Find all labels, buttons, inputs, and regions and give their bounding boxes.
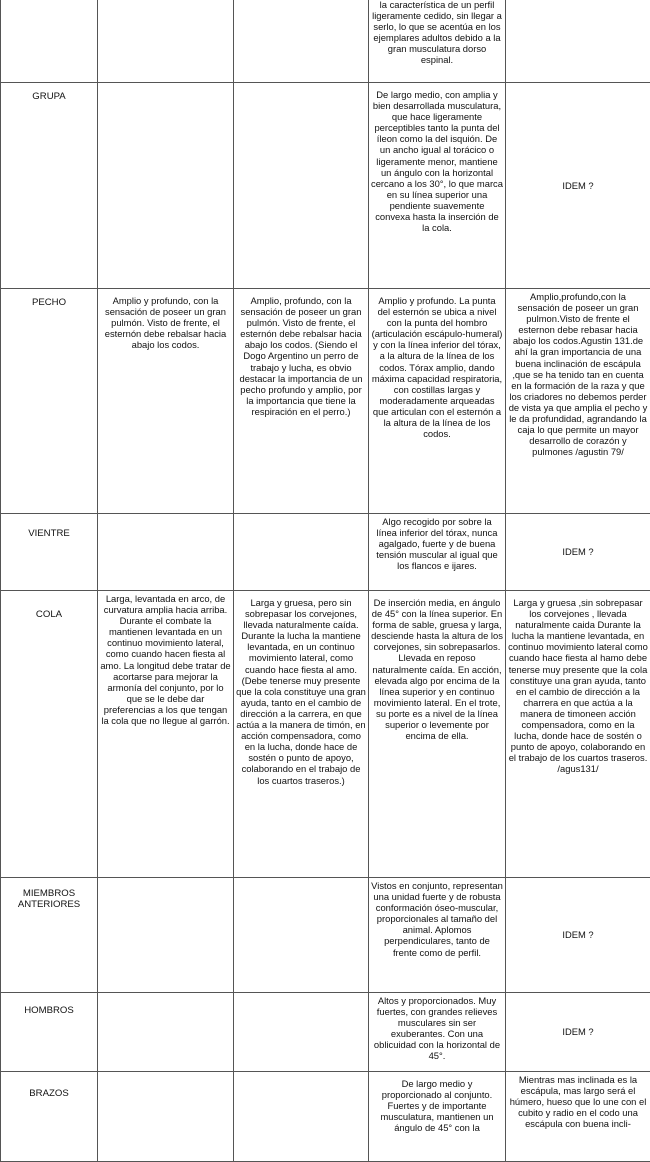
standard-cell-4: IDEM ? bbox=[506, 878, 650, 993]
table-row bbox=[1, 591, 650, 878]
standard-cell-2 bbox=[234, 1072, 369, 1162]
standard-cell-4: IDEM ? bbox=[506, 514, 650, 591]
row-label: GRUPA bbox=[1, 83, 98, 289]
row-label: COLA bbox=[1, 591, 98, 878]
standard-cell-3: Altos y proporcionados. Muy fuertes, con grandes relieves musculares sin ser exuberantes. Con una oblicuidad con la horizontal de 45°. bbox=[369, 993, 506, 1072]
standard-cell-2: Larga y gruesa, pero sin sobrepasar los corvejones, llevada naturalmente caída. Durante la lucha la mantiene levantada, en un continuo movimiento lateral, como cuando hace fiesta al amo. (Debe tenerse muy presente que la cola constituye una gran ayuda, tanto en el cambio de dirección a la carrera, en que actúa a la manera de timón, en acción compensadora, como en la lucha, donde hace de sostén o punto de apoyo, colaborando en el trabajo de los cuartos traseros.) bbox=[234, 591, 369, 878]
table-row bbox=[1, 514, 650, 591]
standard-cell-3: Vistos en conjunto, representan una unidad fuerte y de robusta conformación óseo-muscular, proporcionales al tamaño del animal. Aplomos perpendiculares, tanto de frente como de perfil. bbox=[369, 878, 506, 993]
standard-cell-2 bbox=[234, 514, 369, 591]
standard-cell-3: la característica de un perfil ligeramente cedido, sin llegar a serlo, lo que se acentúa en los ejemplares adultos debido a la gran musculatura dorso espinal. bbox=[369, 0, 506, 83]
row-label: HOMBROS bbox=[1, 993, 98, 1072]
standard-cell-2 bbox=[234, 83, 369, 289]
standard-cell-4 bbox=[506, 0, 650, 83]
standard-cell-3: De inserción media, en ángulo de 45° con la línea superior. En forma de sable, gruesa y larga, desciende hasta la altura de los corvejones, sin sobrepasarlos. Llevada en reposo naturalmente caída. En acción, elevada algo por encima de la línea superior y en continuo movimiento lateral. En el trote, su porte es a nivel de la línea superior o levemente por encima de ella. bbox=[369, 591, 506, 878]
table-row bbox=[1, 0, 650, 83]
row-label: MIEMBROS ANTERIORES bbox=[1, 878, 98, 993]
standard-cell-1 bbox=[98, 514, 234, 591]
standard-cell-1: Larga, levantada en arco, de curvatura amplia hacia arriba. Durante el combate la mantienen levantada en un continuo movimiento lateral, como cuando hacen fiesta al amo. La longitud debe tratar de acortarse para mejorar la armonía del conjunto, por lo que se le debe dar preferencias a los que tengan la cola que no llegue al garrón. bbox=[98, 591, 234, 878]
standard-cell-2 bbox=[234, 993, 369, 1072]
row-label: PECHO bbox=[1, 289, 98, 514]
standard-cell-4: Amplio,profundo,con la sensación de poseer un gran pulmon.Visto de frente el esternon debe rebasar hacia abajo los codos.Agustin 131.de ahí la gran importancia de una buena inclinación de escápula ,que se ha tenido tan en cuenta en la formación de la raza y que los criadores no debemos perder de vista ya que amplia el pecho y le da profundidad, agrandando la caja lo que permite un mayor desarrollo de corazón y pulmones /agustin 79/ bbox=[506, 289, 650, 514]
standard-cell-4: Larga y gruesa ,sin sobrepasar los corvejones , llevada naturalmente caida Durante la lucha la mantiene levantada, en continuo movimiento lateral como cuando hace fiesta al hamo debe tenerse muy presente que la cola constituye una gran ayuda, tanto en el cambio de dirección a la charrera en que actúa a la manera de timoneen acción compensadora, como en la lucha, donde hace de sostén o punto de apoyo, colaborando en el trabajo de los cuartos traseros. /agus131/ bbox=[506, 591, 650, 878]
table-row bbox=[1, 289, 650, 514]
standard-cell-4: IDEM ? bbox=[506, 993, 650, 1072]
standard-cell-3: Algo recogido por sobre la línea inferior del tórax, nunca agalgado, fuerte y de buena tensión muscular al igual que los flancos e ijares. bbox=[369, 514, 506, 591]
standard-cell-3: De largo medio y proporcionado al conjunto. Fuertes y de importante musculatura, mantienen un ángulo de 45° con la bbox=[369, 1072, 506, 1162]
table-row bbox=[1, 83, 650, 289]
standard-cell-1 bbox=[98, 0, 234, 83]
standard-cell-1: Amplio y profundo, con la sensación de poseer un gran pulmón. Visto de frente, el esternón debe rebalsar hacia abajo los codos. bbox=[98, 289, 234, 514]
standard-cell-1 bbox=[98, 83, 234, 289]
standard-cell-3: Amplio y profundo. La punta del esternón se ubica a nivel con la punta del hombro (articulación escápulo-humeral) y con la línea inferior del tórax, a la altura de la línea de los codos. Tórax amplio, dando máxima capacidad respiratoria, con costillas largas y moderadamente arqueadas que articulan con el esternón a la altura de la línea de los codos. bbox=[369, 289, 506, 514]
table-row bbox=[1, 878, 650, 993]
standard-cell-1 bbox=[98, 878, 234, 993]
row-label: BRAZOS bbox=[1, 1072, 98, 1162]
standard-cell-1 bbox=[98, 993, 234, 1072]
standard-cell-1 bbox=[98, 1072, 234, 1162]
standard-cell-2 bbox=[234, 878, 369, 993]
standard-cell-2 bbox=[234, 0, 369, 83]
table-row bbox=[1, 1072, 650, 1162]
standard-cell-3: De largo medio, con amplia y bien desarrollada musculatura, que hace ligeramente perceptibles tanto la punta del íleon como la del isquión. De un ancho igual al torácico o ligeramente menor, mantiene un ángulo con la horizontal cercano a los 30°, lo que marca en su línea superior una pendiente suavemente convexa hasta la inserción de la cola. bbox=[369, 83, 506, 289]
row-label bbox=[1, 0, 98, 83]
standard-cell-4: IDEM ? bbox=[506, 83, 650, 289]
row-label: VIENTRE bbox=[1, 514, 98, 591]
standard-cell-4: Mientras mas inclinada es la escápula, mas largo será el húmero, hueso que lo une con el cubito y radio en el codo una escápula con buena incli- bbox=[506, 1072, 650, 1162]
table-row bbox=[1, 993, 650, 1072]
standard-cell-2: Amplio, profundo, con la sensación de poseer un gran pulmón. Visto de frente, el esternón debe rebalsar hacia abajo los codos. (Siendo el Dogo Argentino un perro de trabajo y lucha, es obvio destacar la importancia de un pecho profundo y amplio, por la importancia que tiene la respiración en el perro.) bbox=[234, 289, 369, 514]
